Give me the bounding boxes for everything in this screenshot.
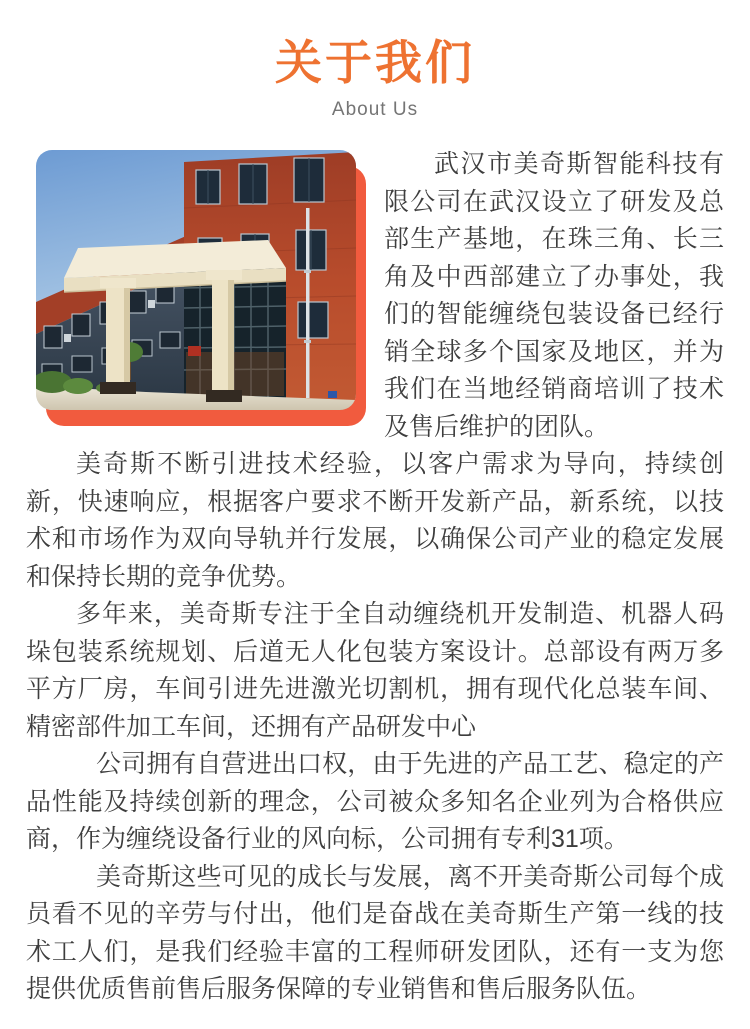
company-building-photo [36,150,356,410]
about-content [0,146,750,1009]
about-paragraph-5: 美奇斯这些可见的成长与发展，离不开美奇斯公司每个成员看不见的辛劳与付出，他们是奋战在美奇斯生产第一线的技术工人们，是我们经验丰富的工程师研发团队，还有一支为您提供优质售前售后服务保障的专业销售和售后服务队伍。 [26,862,724,1003]
page-title: 关于我们 [275,36,475,89]
page-header [0,0,750,122]
about-paragraph-3: 多年来，美奇斯专注于全自动缠绕机开发制造、机器人码垛包装系统规划、后道无人化包装方案设计。总部设有两万多平方厂房，车间引进先进激光切割机，拥有现代化总装车间、精密部件加工车间，还拥有产品研发中心 [26,600,724,741]
about-paragraph-2: 美奇斯不断引进技术经验，以客户需求为导向，持续创新，快速响应，根据客户要求不断开发新产品，新系统，以技术和市场作为双向导轨并行发展，以确保公司产业的稳定发展和保持长期的竞争优势。 [26,450,724,591]
page-subtitle: About Us [331,99,419,120]
company-photo-block [36,150,366,428]
about-paragraph-4: 公司拥有自营进出口权，由于先进的产品工艺、稳定的产品性能及持续创新的理念，公司被众多知名企业列为合格供应商，作为缠绕设备行业的风向标，公司拥有专利31项。 [26,750,724,853]
about-paragraph-1: 武汉市美奇斯智能科技有限公司在武汉设立了研发及总部生产基地，在珠三角、长三角及中西部建立了办事处，我们的智能缠绕包装设备已经行销全球多个国家及地区，并为我们在当地经销商培训了技术及售后维护的团队。 [384,150,724,441]
